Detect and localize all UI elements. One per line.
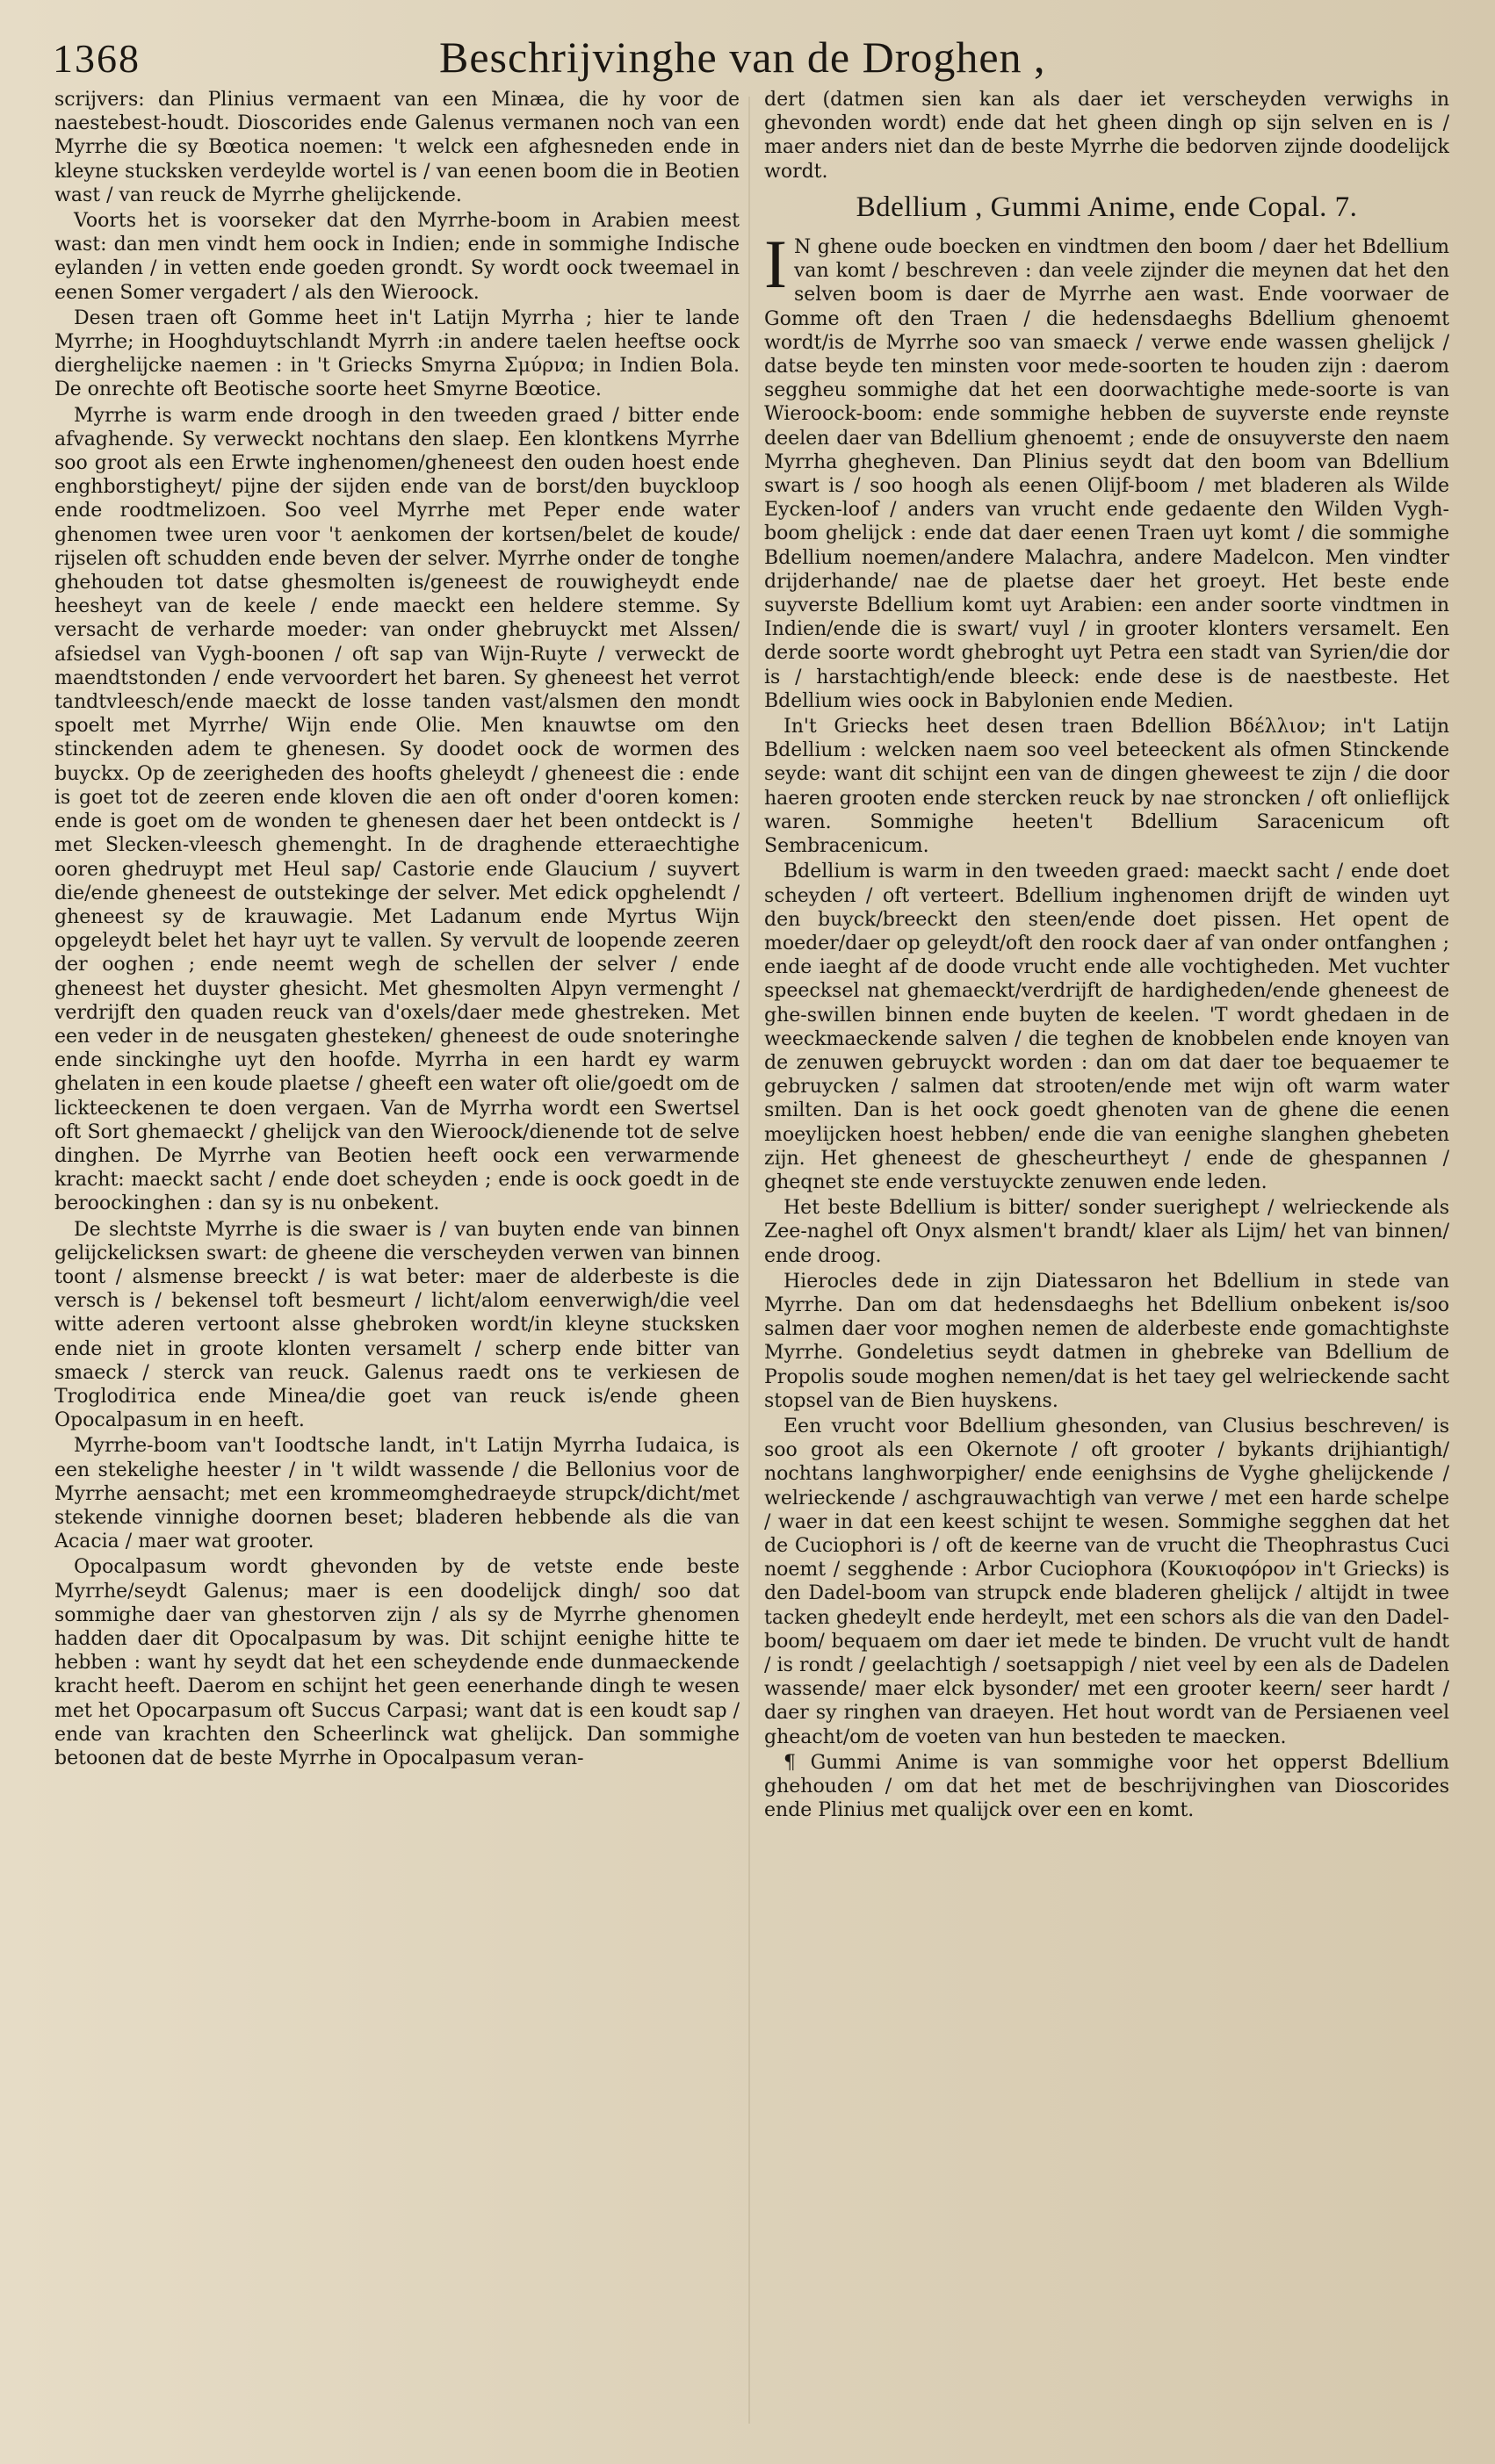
right-paragraph-7: ¶ Gummi Anime is van sommighe voor het opperst Bdellium ghehouden / om dat het met de beschrijvinghen van Dioscorides ende Plinius met qualijck over een en komt. bbox=[764, 1751, 1449, 1822]
right-paragraph-4: Het beste Bdellium is bitter/ sonder suerighept / welrieckende als Zee-naghel oft Onyx alsmen't brandt/ klaer als Lijm/ het van binnen/ ende droog. bbox=[764, 1197, 1449, 1267]
right-intro-paragraph: dert (datmen sien kan als daer iet verscheyden verwighs in ghevonden wordt) ende dat het gheen dingh op sijn selven en is / maer anders niet dan de beste Myrrhe die bedorven zijnde doodelijck wordt. bbox=[764, 89, 1449, 183]
left-paragraph-2: Voorts het is voorseker dat den Myrrhe-boom in Arabien meest wast: dan men vindt hem oock in Indien; ende in sommighe Indische eylanden / in vetten ende goeden grondt. Sy wordt oock tweemael in eenen Somer vergadert / als den Wieroock. bbox=[54, 210, 740, 304]
right-column bbox=[764, 88, 1449, 2441]
left-paragraph-1: scrijvers: dan Plinius vermaent van een Minæa, die hy voor de naestebest-houdt. Dioscorides ende Galenus vermanen noch van een Myrrhe die sy Bœotica noemen: 't welck een afghesneden ende in kleyne stucksken verdeylde wortel is / van eenen boom die in Beotien wast / van reuck de Myrrhe ghelijckende. bbox=[54, 89, 740, 206]
right-paragraph-3: Bdellium is warm in den tweeden graed: maeckt sacht / ende doet scheyden / oft verteert. Bdellium inghenomen drijft de winden uyt den buyck/breeckt den steen/ende doet pissen. Het opent de moeder/daer op geleydt/oft den roock daer af van onder ontfanghen ; ende iaeght af de doode vrucht ende alle vochtigheden. Met vuchter speecksel nat ghemaeckt/verdrijft de hardigheden/ende gheneest de ghe-swillen binnen ende buyten de keelen. 'T wordt ghedaen in de weeckmaeckende salven / die teghen de knobbelen ende knoyen van de zenuwen gebruyckt worden : dan om dat daer toe bequaemer te gebruycken / salmen dat strooten/ende met wijn oft warm water smilten. Dan is het oock goedt ghenoten van de ghene die eenen moeylijcken hoest hebben/ ende die van eenighe slanghen ghebeten zijn. Het gheneest de ghescheurtheyt / ende de ghespannen / gheqnet ste ende verstuyckte zenuwen ende leden. bbox=[764, 861, 1449, 1193]
page-header bbox=[53, 26, 1458, 88]
left-paragraph-7: Opocalpasum wordt ghevonden by de vetste ende beste Myrrhe/seydt Galenus; maer is een doodelijck dingh/ soo dat sommighe daer van ghestorven zijn / als sy de Myrrhe ghenomen hadden daer dit Opocalpasum by was. Dit schijnt eenighe hitte te hebben : want hy seydt dat het een scheydende ende dunmaeckende kracht heeft. Daerom en schijnt het geen eenerhande dingh te wesen met het Opocarpasum oft Succus Carpasi; want dat is een koudt sap / ende van krachten den Scheerlinck wat ghelijck. Dan sommighe betoonen dat de beste Myrrhe in Opocalpasum veran- bbox=[54, 1556, 740, 1770]
drop-cap: I bbox=[764, 226, 787, 303]
left-paragraph-6: Myrrhe-boom van't Ioodtsche landt, in't Latijn Myrrha Iudaica, is een stekelighe heester / in 't wildt wassende / die Bellonius voor de Myrrhe aensacht; met een krommeomghedraeyde strupck/dicht/met stekende vinnighe doornen beset; bladeren hebbende als die van Acacia / maer wat grooter. bbox=[54, 1435, 740, 1553]
column-gutter bbox=[748, 97, 750, 2424]
right-paragraph-1 bbox=[764, 226, 1449, 713]
left-paragraph-4: Myrrhe is warm ende droogh in den tweeden graed / bitter ende afvaghende. Sy verweckt nochtans den slaep. Een klontkens Myrrhe soo groot als een Erwte inghenomen/gheneest den ouden hoest ende enghborstigheyt/ pijne der sijden ende van de borst/den buyckloop ende roodtmelizoen. Soo veel Myrrhe met Peper ende water ghenomen twee uren voor 't aenkomen der kortsen/belet de koude/ rijselen oft schudden ende beven der selver. Myrrhe onder de tonghe ghehouden tot datse ghesmolten is/geneest de rouwigheydt ende heesheyt van de keele / ende maeckt een heldere stemme. Sy versacht de verharde moeder: van onder ghebruyckt met Alssen/ afsiedsel van Vygh-boonen / oft sap van Wijn-Ruyte / verweckt de maendtstonden / ende vervoordert het baren. Sy gheneest het verrot tandtvleesch/ende maeckt de losse tanden vast/alsmen den mondt spoelt met Myrrhe/ Wijn ende Olie. Men knauwtse om den stinckenden adem te ghenesen. Sy doodet oock de wormen des buyckx. Op de zeerigheden des hoofts gheleydt / gheneest die : ende is goet tot de zeeren ende kloven die aen oft onder d'ooren komen: ende is goet om de wonden te ghenesen daer het been ontdeckt is / met Slecken-vleesch ghemenght. In de draghende etteraechtighe ooren ghedruypt met Heul sap/ Castorie ende Glaucium / suyvert die/ende gheneest de outstekinge der selver. Met edick opghelendt / gheneest sy de krauwagie. Met Ladanum ende Myrtus Wijn opgeleydt belet het hayr uyt te vallen. Sy vervult de loopende zeeren der ooghen ; ende neemt wegh de schellen der selver / ende gheneest het duyster ghesicht. Met ghesmolten Alpyn vermenght / verdrijft den quaden reuck van d'oxels/daer mede ghestreken. Met een veder in de neusgaten ghesteken/ gheneest de oude snoteringhe ende sinckinghe uyt den hoofde. Myrrha in een hardt ey warm ghelaten in een koude plaetse / gheeft een water oft olie/goedt om de lickteeckenen te doen vergaen. Van de Myrrha wordt een Swertsel oft Sort ghemaeckt / ghelijck van den Wieroock/dienende tot de selve dinghen. De Myrrhe van Beotien heeft oock een verwarmende kracht: maeckt sacht / ende doet scheyden ; ende is oock goedt in de beroockinghen : dan sy is nu onbekent. bbox=[54, 404, 740, 1215]
left-paragraph-3: Desen traen oft Gomme heet in't Latijn Myrrha ; hier te lande Myrrhe; in Hooghduytschlandt Myrrh :in andere taelen heeftse oock dierghelijcke naemen : in 't Griecks Smyrna Σμύρνα; in Indien Bola. De onrechte oft Beotische soorte heet Smyrne Bœotice. bbox=[54, 306, 740, 401]
right-paragraph-5: Hierocles dede in zijn Diatessaron het Bdellium in stede van Myrrhe. Dan om dat hedensdaeghs het Bdellium onbekent is/soo salmen daer voor moghen nemen de alderbeste ende gomachtighste Myrrhe. Gondeletius seydt datmen in ghebreke van Bdellium de Propolis soude moghen nemen/dat is het taey gel welrieckende sacht stopsel van de Bien huyskens. bbox=[764, 1270, 1449, 1412]
left-column bbox=[54, 88, 740, 2441]
page-number: 1368 bbox=[53, 36, 141, 81]
left-paragraph-5: De slechtste Myrrhe is die swaer is / van buyten ende van binnen gelijckelicksen swart: de gheene die verscheyden verwen van binnen toont / alsmense breeckt / is wat beter: maer de alderbeste is die versch is / bekensel toft besmeurt / licht/alom eenverwigh/die veel witte aderen vertoont alsse ghebroken wordt/in kleyne stucksken ende niet in groote klonten versamelt / scherp ende bitter van smaeck / sterck van reuck. Galenus raedt ons te verkiesen de Troglodiтica ende Minea/die goet van reuck is/ende gheen Opocalpasum in en heeft. bbox=[54, 1218, 740, 1432]
right-paragraph-2: In't Griecks heet desen traen Bdellion Βδέλλιον; in't Latijn Bdellium : welcken naem soo veel beteeckent als ofmen Stinckende seyde: want dit schijnt een van de dingen gheweest te zijn / die door haeren grooten ende stercken reuck by nae stroncken / oft onlieflijck waren. Sommighe heeten't Bdellium Saracenicum oft Sembracenicum. bbox=[764, 716, 1449, 858]
right-paragraph-6: Een vrucht voor Bdellium ghesonden, van Clusius beschreven/ is soo groot als een Okernote / oft grooter / bykants drijhiantigh/ nochtans langhworpigher/ ende eenighsins de Vyghe ghelijckende / welrieckende / aschgrauwachtigh van verwe / met een harde schelpe / waer in dat een keest schijnt te wesen. Sommighe segghen dat het de Cuciophori is / oft de keerne van de vrucht die Theophrastus Cuci noemt / segghende : Arbor Cuciophora (Κουκιοφόρον in't Griecks) is den Dadel-boom van strupck ende bladeren ghelijck / altijdt in twee tacken ghedeylt ende herdeylt, met een schors als die van den Dadel-boom/ bequaem om daer iet mede te binden. De vrucht vult de handt / is rondt / geelachtigh / soetsappigh / niet veel by een als de Dadelen wassende/ maer elck bysonder/ met een grooter keern/ seer hardt / daer sy ringhen van draeyen. Het hout wordt van de Persiaenen veel gheacht/om de voeten van hun besteden te maecken. bbox=[764, 1415, 1449, 1748]
running-title: Beschrijvinghe van de Droghen , bbox=[439, 32, 1046, 82]
section-heading: Bdellium , Gummi Anime, ende Copal. 7. bbox=[856, 191, 1358, 223]
right-paragraph-1-text: N ghene oude boecken en vindtmen den boom / daer het Bdellium van komt / beschreven : dan veele zijnder die meynen dat het den selven boom is daer de Myrrhe aen wast. Ende voorwaer de Gomme oft den Traen / die hedensdaeghs Bdellium ghenoemt wordt/is de Myrrhe soo van smaeck / verwe ende wassen ghelijck / datse beyde ten minsten voor mede-soorten te houden zijn : daerom seggheu sommighe dat het een doorwachtighe mede-soorte is van Wieroock-boom: ende sommighe hebben de suyverste ende reynste deelen daer van Bdellium ghenoemt ; ende de onsuyverste den naem Myrrha ghegheven. Dan Plinius seydt dat den boom van Bdellium swart is / soo hoogh als eenen Olijf-boom / met bladeren als Wilde Eycken-loof / anders van vrucht ende gedaente den Wilden Vygh-boom ghelijck : ende dat daer eenen Traen uyt komt / die sommighe Bdellium noemen/andere Malachra, andere Madelcon. Men vindter drijderhande/ nae de plaetse daer het groeyt. Het beste ende suyverste Bdellium komt uyt Arabien: een ander soorte vindtmen in Indien/ende die is swart/ vuyl / in grooter klonters versamelt. Een derde soorte wordt ghebroght uyt Petra een stadt van Syrien/die dor is / harstachtigh/ende bleeck: ende dese is de naestbeste. Het Bdellium wies oock in Babylonien ende Medien. bbox=[764, 236, 1449, 712]
